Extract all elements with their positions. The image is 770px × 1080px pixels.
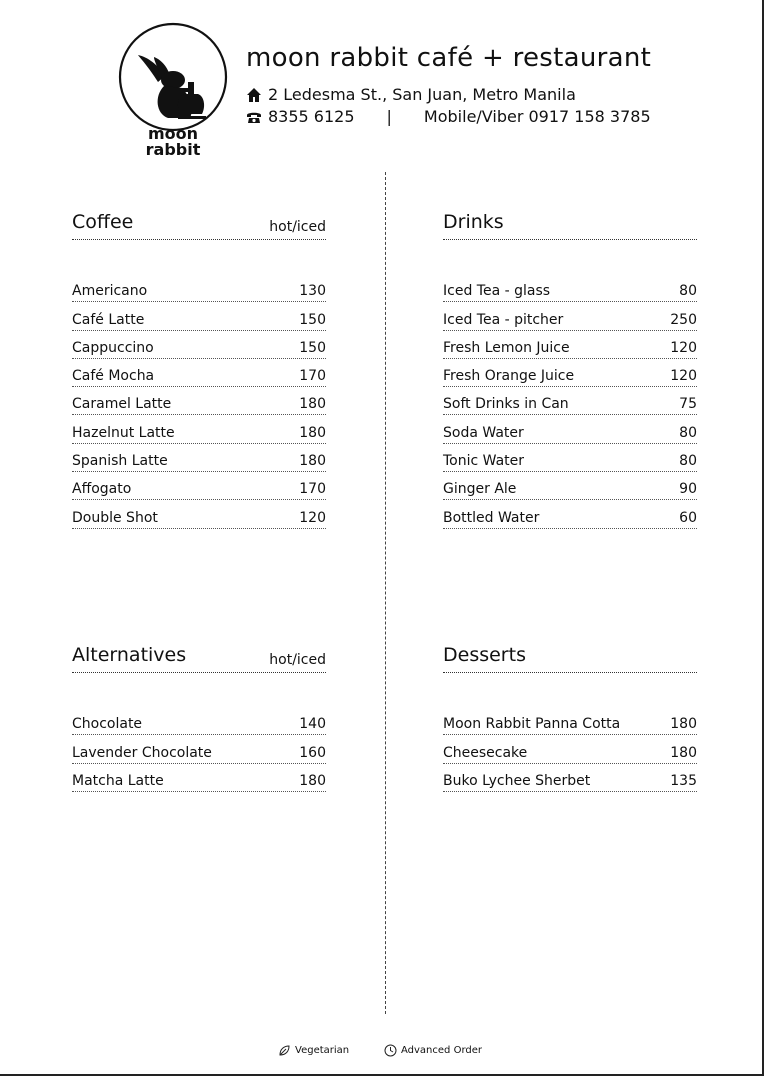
item-name: Affogato bbox=[72, 481, 132, 498]
menu-item bbox=[72, 472, 326, 500]
item-price: 120 bbox=[299, 509, 326, 526]
item-name: Caramel Latte bbox=[72, 396, 172, 413]
item-price: 80 bbox=[679, 453, 697, 470]
item-list bbox=[443, 707, 697, 792]
item-name: Matcha Latte bbox=[72, 772, 164, 789]
rabbit-logo-icon bbox=[118, 22, 228, 132]
column-divider bbox=[385, 172, 386, 1014]
item-price: 180 bbox=[299, 453, 326, 470]
item-name: Hazelnut Latte bbox=[72, 424, 175, 441]
menu-item bbox=[72, 735, 326, 763]
item-name: Café Latte bbox=[72, 311, 145, 328]
item-name: Iced Tea - pitcher bbox=[443, 311, 564, 328]
logo-text-rabbit: rabbit bbox=[145, 140, 201, 159]
item-name: Ginger Ale bbox=[443, 481, 517, 498]
item-price: 160 bbox=[299, 744, 326, 761]
house-icon bbox=[246, 87, 262, 103]
phone-separator: | bbox=[386, 107, 392, 126]
item-price: 150 bbox=[299, 339, 326, 356]
legend-advanced-order-label: Advanced Order bbox=[401, 1045, 482, 1056]
item-name: Fresh Orange Juice bbox=[443, 368, 575, 385]
legend-vegetarian-label: Vegetarian bbox=[295, 1045, 350, 1056]
menu-item bbox=[72, 331, 326, 359]
item-name: Soda Water bbox=[443, 424, 524, 441]
section-note: hot/iced bbox=[269, 652, 326, 668]
address-text: 2 Ledesma St., San Juan, Metro Manila bbox=[268, 85, 576, 104]
menu-item bbox=[443, 387, 697, 415]
section-desserts bbox=[443, 638, 697, 792]
menu-item bbox=[72, 764, 326, 792]
menu-item bbox=[72, 415, 326, 443]
section-coffee bbox=[72, 205, 326, 529]
item-list bbox=[443, 274, 697, 529]
section-title: Alternatives bbox=[72, 644, 187, 666]
item-price: 60 bbox=[679, 509, 697, 526]
phone-line bbox=[246, 107, 651, 126]
telephone-icon bbox=[246, 109, 262, 125]
address-line bbox=[246, 85, 576, 104]
item-name: Double Shot bbox=[72, 509, 158, 526]
item-price: 80 bbox=[679, 283, 697, 300]
item-name: Buko Lychee Sherbet bbox=[443, 772, 591, 789]
legend-vegetarian bbox=[278, 1044, 349, 1057]
item-name: Tonic Water bbox=[443, 453, 525, 470]
legend bbox=[0, 1042, 770, 1062]
menu-item bbox=[443, 707, 697, 735]
menu-item bbox=[72, 387, 326, 415]
item-price: 180 bbox=[299, 424, 326, 441]
menu-item bbox=[443, 415, 697, 443]
menu-item bbox=[72, 359, 326, 387]
menu-item bbox=[72, 707, 326, 735]
menu-item bbox=[72, 500, 326, 528]
menu-item bbox=[443, 274, 697, 302]
item-name: Moon Rabbit Panna Cotta bbox=[443, 716, 621, 733]
section-title: Desserts bbox=[443, 644, 526, 666]
item-price: 170 bbox=[299, 481, 326, 498]
section-title: Coffee bbox=[72, 211, 134, 233]
menu-item bbox=[443, 444, 697, 472]
section-alternatives bbox=[72, 638, 326, 792]
legend-advanced-order bbox=[384, 1044, 482, 1057]
item-price: 90 bbox=[679, 481, 697, 498]
item-name: Spanish Latte bbox=[72, 453, 168, 470]
phone-number[interactable]: 8355 6125 bbox=[268, 107, 355, 126]
moon-rabbit-logo bbox=[118, 22, 228, 162]
logo-text-moon: moon bbox=[147, 124, 199, 143]
item-name: Americano bbox=[72, 283, 148, 300]
item-price: 170 bbox=[299, 368, 326, 385]
item-name: Soft Drinks in Can bbox=[443, 396, 569, 413]
menu-item bbox=[443, 500, 697, 528]
section-note: hot/iced bbox=[269, 219, 326, 235]
clock-icon bbox=[384, 1044, 397, 1057]
menu-item bbox=[443, 331, 697, 359]
item-name: Fresh Lemon Juice bbox=[443, 339, 570, 356]
item-name: Lavender Chocolate bbox=[72, 744, 212, 761]
cafe-name: moon rabbit café + restaurant bbox=[246, 43, 652, 73]
item-price: 120 bbox=[670, 368, 697, 385]
item-price: 180 bbox=[670, 744, 697, 761]
item-name: Bottled Water bbox=[443, 509, 540, 526]
menu-item bbox=[443, 472, 697, 500]
item-price: 180 bbox=[670, 716, 697, 733]
item-name: Cheesecake bbox=[443, 744, 528, 761]
mobile-number[interactable]: Mobile/Viber 0917 158 3785 bbox=[423, 107, 651, 126]
menu-item bbox=[72, 302, 326, 330]
section-drinks bbox=[443, 205, 697, 529]
menu-item bbox=[72, 274, 326, 302]
section-header bbox=[443, 205, 697, 240]
item-name: Iced Tea - glass bbox=[443, 283, 551, 300]
item-price: 80 bbox=[679, 424, 697, 441]
item-name: Café Mocha bbox=[72, 368, 155, 385]
leaf-icon bbox=[278, 1044, 291, 1057]
item-price: 75 bbox=[679, 396, 697, 413]
menu-item bbox=[443, 302, 697, 330]
menu-item bbox=[72, 444, 326, 472]
item-list bbox=[72, 274, 326, 529]
item-price: 180 bbox=[299, 396, 326, 413]
item-name: Chocolate bbox=[72, 716, 143, 733]
item-list bbox=[72, 707, 326, 792]
menu-item bbox=[443, 764, 697, 792]
menu-item bbox=[443, 735, 697, 763]
section-header bbox=[443, 638, 697, 673]
menu-item bbox=[443, 359, 697, 387]
item-price: 140 bbox=[299, 716, 326, 733]
item-price: 150 bbox=[299, 311, 326, 328]
section-title: Drinks bbox=[443, 211, 504, 233]
item-price: 130 bbox=[299, 283, 326, 300]
section-header bbox=[72, 638, 326, 673]
item-price: 250 bbox=[670, 311, 697, 328]
section-header bbox=[72, 205, 326, 240]
item-price: 180 bbox=[299, 772, 326, 789]
item-name: Cappuccino bbox=[72, 339, 154, 356]
item-price: 135 bbox=[670, 772, 697, 789]
item-price: 120 bbox=[670, 339, 697, 356]
